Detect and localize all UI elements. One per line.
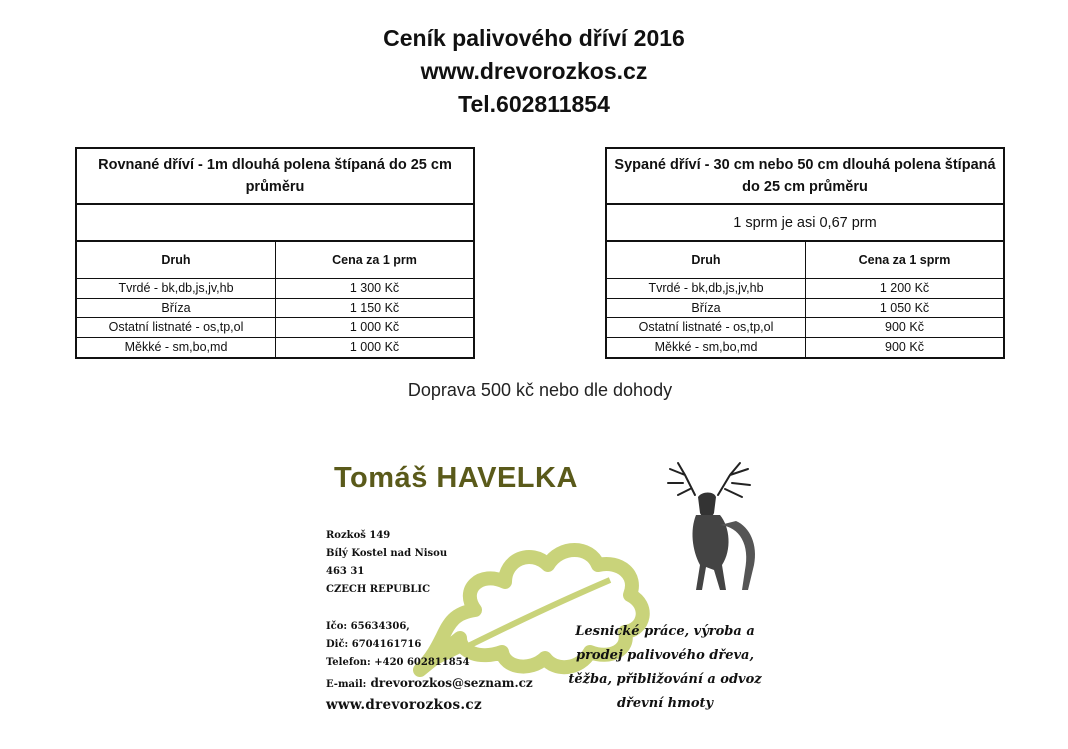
transport-note: Doprava 500 kč nebo dle dohody — [407, 380, 673, 400]
table-header-row — [77, 242, 473, 279]
cell-type: Ostatní listnaté - os,tp,ol — [607, 318, 806, 337]
address-line: 463 31 — [326, 566, 365, 577]
cell-price: 1 000 Kč — [349, 340, 400, 355]
cell-type: Bříza — [607, 299, 806, 318]
first-name: Tomáš — [334, 462, 428, 494]
price-table-loose — [605, 147, 1005, 359]
cell-price: 900 Kč — [885, 320, 924, 335]
column-header-price: Cena za 1 sprm — [858, 253, 951, 267]
column-header-type: Druh — [77, 242, 276, 278]
cell-price: 900 Kč — [885, 340, 924, 355]
cell-type: Měkké - sm,bo,md — [607, 338, 806, 358]
company-slogan: Lesnické práce, výroba a prodej palivového dřeva, těžba, přibližování a odvoz dřevní hmoty — [568, 624, 762, 711]
cell-price: 1 200 Kč — [879, 281, 930, 296]
last-name: HAVELKA — [436, 462, 578, 494]
document-title: Ceník palivového dříví 2016 — [383, 25, 685, 51]
table-note: 1 sprm je asi 0,67 prm — [607, 205, 1003, 242]
table-row — [607, 299, 1003, 319]
website-link[interactable]: www.drevorozkos.cz — [420, 58, 648, 84]
company-logo-name — [334, 462, 578, 495]
dic-number: Dič: 6704161716 — [326, 639, 422, 650]
cell-price: 1 050 Kč — [879, 300, 930, 315]
document-header — [0, 22, 1068, 121]
table-note — [77, 205, 473, 242]
column-header-type: Druh — [607, 242, 806, 278]
cell-price: 1 150 Kč — [349, 300, 400, 315]
stag-icon — [650, 455, 775, 595]
table-row — [607, 318, 1003, 338]
table-row — [77, 279, 473, 299]
table-row — [77, 318, 473, 338]
address-line: CZECH REPUBLIC — [326, 584, 431, 595]
email-label: E-mail: — [326, 679, 367, 690]
table-title: Rovnané dříví - 1m dlouhá polena štípaná do 25 cm průměru — [77, 149, 473, 205]
cell-type: Ostatní listnaté - os,tp,ol — [77, 318, 276, 337]
phone-number: Tel.602811854 — [458, 91, 610, 117]
cell-type: Tvrdé - bk,db,js,jv,hb — [77, 279, 276, 298]
address-line: Bílý Kostel nad Nisou — [326, 548, 448, 559]
address-line: Rozkoš 149 — [326, 530, 391, 541]
table-title: Sypané dříví - 30 cm nebo 50 cm dlouhá polena štípaná do 25 cm průměru — [607, 149, 1003, 205]
table-row — [77, 299, 473, 319]
table-header-row — [607, 242, 1003, 279]
table-row — [77, 338, 473, 358]
table-row — [607, 338, 1003, 358]
table-row — [607, 279, 1003, 299]
email-address[interactable]: drevorozkos@seznam.cz — [370, 676, 533, 690]
cell-type: Tvrdé - bk,db,js,jv,hb — [607, 279, 806, 298]
cell-price: 1 300 Kč — [349, 281, 400, 296]
cell-type: Bříza — [77, 299, 276, 318]
column-header-price: Cena za 1 prm — [332, 253, 417, 267]
ico-number: Ičo: 65634306, — [326, 621, 410, 632]
company-ids — [326, 618, 470, 672]
price-table-stacked — [75, 147, 475, 359]
address-block — [326, 527, 447, 599]
email-line — [326, 676, 533, 690]
card-website-link[interactable]: www.drevorozkos.cz — [326, 697, 482, 713]
cell-type: Měkké - sm,bo,md — [77, 338, 276, 358]
telephone-number: Telefon: +420 602811854 — [326, 657, 470, 668]
cell-price: 1 000 Kč — [349, 320, 400, 335]
